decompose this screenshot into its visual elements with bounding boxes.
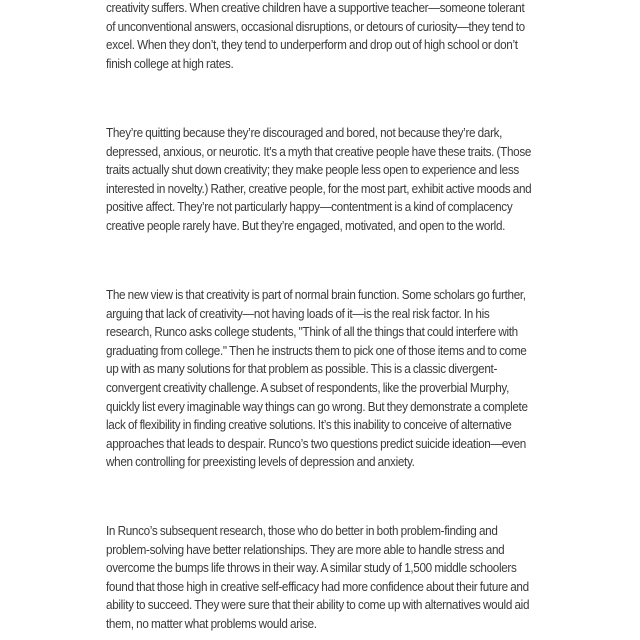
- article-paragraph-4: In Runco’s subsequent research, those who do better in both problem-finding and problem-solving have better relationships. They are more able to handle stress and overcome the bumps life throws in their way. A similar study of 1,500 middle schoolers found that those high in creative self-efficacy had more confidence about their future and ability to succeed. They were sure that their ability to come up with alternatives would aid them, no matter what problems would arise.: [106, 524, 530, 631]
- article-paragraph-1: creativity suffers. When creative children have a supportive teacher—someone tolerant of unconventional answers, occasional disruptions, or detours of curiosity—they tend to excel. When they don’t, they tend to underperform and drop out of high school or don’t finish college at high rates.: [106, 1, 525, 71]
- article-paragraph-2: They’re quitting because they’re discouraged and bored, not because they’re dark, depressed, anxious, or neurotic. It’s a myth that creative people have these traits. (Those traits actually shut down creativity; they make people less open to experience and less interested in novelty.) Rather, creative people, for the most part, exhibit active moods and positive affect. They’re not particularly happy—contentment is a kind of complacency creative people rarely have. But they’re engaged, motivated, and open to the world.: [106, 126, 532, 233]
- article-paragraph-3: The new view is that creativity is part of normal brain function. Some scholars go further, arguing that lack of creativity—not having loads of it—is the real risk factor. In his research, Runco asks college students, "Think of all the things that could interfere with graduating from college." Then he instructs them to pick one of those items and to come up with as many solutions for that problem as possible. This is a classic divergent-convergent creativity challenge. A subset of respondents, like the proverbial Murphy, quickly list every imaginable way things can go wrong. But they demonstrate a complete lack of flexibility in finding creative solutions. It’s this inability to conceive of alternative approaches that leads to despair. Runco’s two questions predict suicide ideation—even when controlling for preexisting levels of depression and anxiety.: [106, 288, 528, 470]
